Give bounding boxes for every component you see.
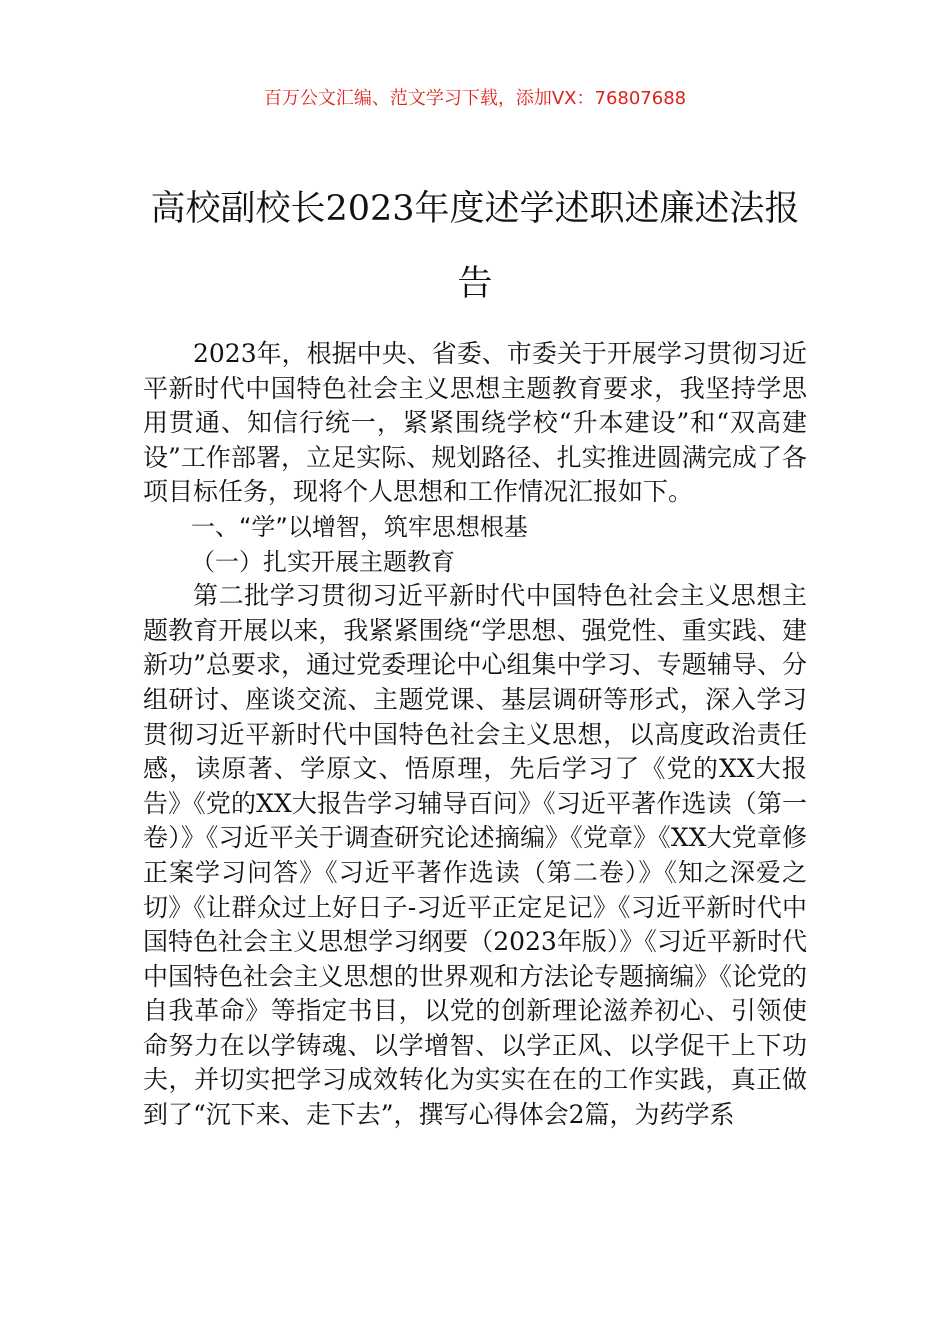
body-paragraph: 第二批学习贯彻习近平新时代中国特色社会主义思想主题教育开展以来，我紧紧围绕“学思想、强党性、重实践、建新功”总要求，通过党委理论中心组集中学习、专题辅导、分组研讨、座谈交流、主题党课、基层调研等形式，深入学习贯彻习近平新时代中国特色社会主义思想，以高度政治责任感，读原著、学原文、悟原理，先后学习了《党的XX大报告》《党的XX大报告学习辅导百问》《习近平著作选读（第一卷）》《习近平关于调查研究论述摘编》《党章》《XX大党章修正案学习问答》《习近平著作选读（第二卷）》《知之深爱之切》《让群众过上好日子-习近平正定足记》《习近平新时代中国特色社会主义思想学习纲要（2023年版）》《习近平新时代中国特色社会主义思想的世界观和方法论专题摘编》《论党的自我革命》等指定书目，以党的创新理论滋养初心、引领使命努力在以学铸魂、以学增智、以学正风、以学促干上下功夫，并切实把学习成效转化为实实在在的工作实践，真正做到了“沉下来、走下去”，撰写心得体会2篇，为药学系	[143, 581, 807, 1130]
document-title: 高校副校长2023年度述学述职述廉述法报告	[150, 189, 800, 304]
watermark-banner: 百万公文汇编、范文学习下载，添加VX：76807688	[263, 88, 687, 109]
intro-paragraph: 2023年，根据中央、省委、市委关于开展学习贯彻习近平新时代中国特色社会主义思想主题教育要求，我坚持学思用贯通、知信行统一，紧紧围绕学校“升本建设”和“双高建设”工作部署，立足实际、规划路径、扎实推进圆满完成了各项目标任务，现将个人思想和工作情况汇报如下。	[143, 339, 807, 507]
subsection-heading-1: （一）扎实开展主题教育	[191, 547, 455, 576]
document-body	[143, 337, 807, 1133]
section-heading-1: 一、“学”以增智，筑牢思想根基	[191, 512, 528, 541]
